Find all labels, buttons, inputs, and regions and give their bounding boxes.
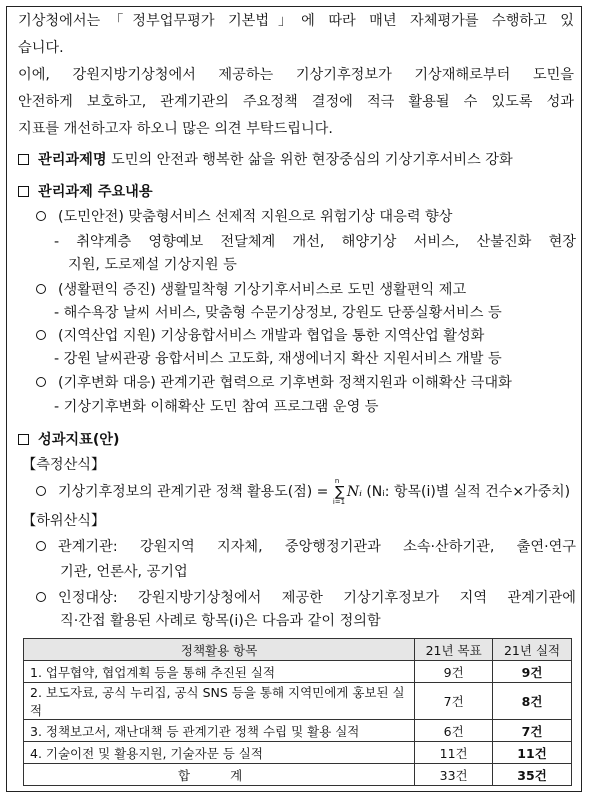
- table-header-row: [24, 639, 572, 661]
- content-item-4-sub-1: - 기상기후변화 이해확산 도민 참여 프로그램 운영 등: [54, 399, 379, 415]
- content-item-1: (도민안전) 맞춤형서비스 선제적 지원으로 위험기상 대응력 향상: [36, 208, 452, 226]
- circle-bullet-icon: [36, 330, 46, 340]
- task-title: [18, 151, 513, 169]
- intro-line-2: 습니다.: [18, 40, 64, 56]
- content-item-1-sub-2: 지원, 도로제설 기상지원 등: [68, 257, 237, 273]
- intro-line-1: 기상청에서는「정부업무평가 기본법」에 따라 매년 자체평가를 수행하고 있: [18, 13, 574, 29]
- policy-usage-table: [23, 638, 572, 786]
- table-total-row: 합 계 33건 35건: [24, 764, 572, 786]
- formula-variable: Nᵢ: [346, 484, 362, 500]
- intro-line-3: 이에, 강원지방기상청에서 제공하는 기상기후정보가 기상재해로부터 도민을: [18, 67, 574, 83]
- header-item: 정책활용 항목: [24, 639, 415, 661]
- content-item-2: (생활편익 증진) 생활밀착형 기상기후서비스로 도민 생활편익 제고: [36, 281, 466, 299]
- circle-bullet-icon: [36, 211, 46, 221]
- sub-item-1-line-1: 관계기관: 강원지역 지자체, 중앙행정기관과 소속·산하기관, 출연·연구: [36, 538, 576, 557]
- task-label: 관리과제명: [38, 152, 107, 168]
- intro-line-5: 지표를 개선하고자 하오니 많은 의견 부탁드립니다.: [18, 121, 333, 137]
- content-heading: 관리과제 주요내용: [18, 183, 153, 201]
- table-row: 2. 보도자료, 공식 누리집, 공식 SNS 등을 통해 지역민에게 홍보된 실적 7건 8건: [24, 683, 572, 720]
- formula: [36, 477, 571, 506]
- header-result: 21년 실적: [493, 639, 572, 661]
- table-row: 3. 정책보고서, 재난대책 등 관계기관 정책 수립 및 활용 실적 6건 7건: [24, 720, 572, 742]
- table-row: 1. 업무협약, 협업계획 등을 통해 추진된 실적 9건 9건: [24, 661, 572, 683]
- content-item-2-sub-1: - 해수욕장 날씨 서비스, 맞춤형 수문기상정보, 강원도 단풍실황서비스 등: [54, 305, 502, 321]
- measure-label: 【측정산식】: [22, 457, 106, 473]
- content-item-3-sub-1: - 강원 날씨관광 융합서비스 고도화, 재생에너지 확산 지원서비스 개발 등: [54, 351, 502, 367]
- square-bullet-icon: [18, 434, 29, 445]
- formula-parenthesis: (Nᵢ: 항목(i)별 실적 건수×가중치): [361, 484, 571, 500]
- sigma-symbol: n ∑ i=1: [332, 477, 346, 506]
- square-bullet-icon: [18, 186, 29, 197]
- square-bullet-icon: [18, 154, 29, 165]
- indicator-heading: 성과지표(안): [18, 431, 120, 449]
- header-target: 21년 목표: [415, 639, 493, 661]
- intro-line-4: 안전하게 보호하고, 관계기관의 주요정책 결정에 적극 활용될 수 있도록 성과: [18, 94, 574, 110]
- circle-bullet-icon: [36, 592, 46, 602]
- circle-bullet-icon: [36, 541, 46, 551]
- formula-prefix: 기상기후정보의 관계기관 정책 활용도(점) =: [58, 484, 333, 500]
- content-item-1-sub-1: - 취약계층 영향예보 전달체계 개선, 해양기상 서비스, 산불진화 현장: [54, 234, 576, 250]
- sub-item-2-line-1: 인정대상: 강원지방기상청에서 제공한 기상기후정보가 지역 관계기관에: [36, 589, 576, 608]
- circle-bullet-icon: [36, 486, 46, 496]
- content-item-4: (기후변화 대응) 관계기관 협력으로 기후변화 정책지원과 이해확산 극대화: [36, 374, 512, 392]
- circle-bullet-icon: [36, 284, 46, 294]
- sub-item-1-line-2: 기관, 언론사, 공기업: [60, 564, 188, 580]
- sub-item-2-line-2: 직·간접 활용된 사례로 항목(i)은 다음과 같이 정의함: [60, 613, 381, 629]
- content-item-3: (지역산업 지원) 기상융합서비스 개발과 협업을 통한 지역산업 활성화: [36, 327, 484, 345]
- sub-formula-label: 【하위산식】: [22, 513, 106, 529]
- table-row: 4. 기술이전 및 활용지원, 기술자문 등 실적 11건 11건: [24, 742, 572, 764]
- circle-bullet-icon: [36, 377, 46, 387]
- task-text: 도민의 안전과 행복한 삶을 위한 현장중심의 기상기후서비스 강화: [111, 152, 513, 168]
